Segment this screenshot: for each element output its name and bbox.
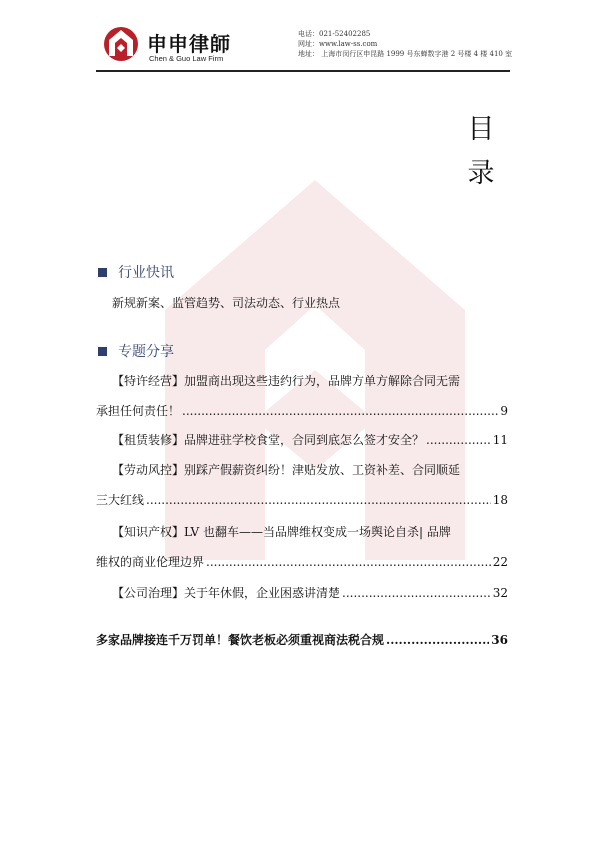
toc-page-number: 11 <box>492 433 508 447</box>
leader-dots <box>206 547 491 577</box>
firm-emblem-icon <box>103 24 139 64</box>
firm-logo <box>103 22 243 68</box>
toc-page-number: 9 <box>500 404 508 418</box>
leader-dots <box>146 485 491 515</box>
section-heading-industry-news: 行业快讯 <box>98 262 174 282</box>
leader-dots <box>182 396 498 426</box>
firm-name-en: Chen & Guo Law Firm <box>149 54 224 63</box>
toc-title <box>466 108 496 196</box>
toc-entry-text: 维权的商业伦理边界 <box>96 555 205 569</box>
square-bullet-icon <box>98 268 107 277</box>
section-heading-topics: 专题分享 <box>98 341 174 361</box>
toc-entry-text: 【租赁装修】品牌进驻学校食堂，合同到底怎么签才安全？ <box>112 433 425 447</box>
toc-entry-text: 承担任何责任！ <box>96 404 181 418</box>
toc-title-char: 录 <box>467 158 495 189</box>
toc-entry-featured[interactable] <box>96 625 508 655</box>
section-description: 新规新案、监管趋势、司法动态、行业热点 <box>112 296 341 310</box>
toc-entry-text: 三大红线 <box>96 493 145 507</box>
toc-page-number: 18 <box>492 493 508 507</box>
toc-entry[interactable] <box>96 455 508 515</box>
website-text: 网址：www.law-ss.com <box>298 40 378 48</box>
address-text: 地址： 上海市闵行区申昆路 1999 号东蝉数字港 2 号楼 4 楼 410 室 <box>298 50 513 58</box>
firm-name-cn: 申申律師 <box>147 32 231 56</box>
phone-text: 电话：021-52402285 <box>298 30 371 38</box>
toc-entry-text: 【公司治理】关于年休假，企业困惑讲清楚 <box>112 586 341 600</box>
leader-dots <box>342 578 491 608</box>
toc-entry-text: 多家品牌接连千万罚单！餐饮老板必须重视商法税合规 <box>96 633 385 647</box>
contact-info <box>298 29 512 59</box>
toc-entry-text: 【特许经营】加盟商出现这些违约行为，品牌方单方解除合同无需 <box>112 374 461 388</box>
header-divider <box>96 70 510 72</box>
toc-entry[interactable] <box>96 578 508 608</box>
toc-page-number: 36 <box>491 633 508 647</box>
leader-dots <box>426 425 491 455</box>
toc-entry[interactable] <box>96 366 508 426</box>
toc-page-number: 22 <box>492 555 508 569</box>
leader-dots <box>386 625 489 655</box>
toc-entry[interactable] <box>96 517 508 577</box>
toc-entry-text: 【劳动风控】别踩产假薪资纠纷！津贴发放、工资补差、合同顺延 <box>112 463 461 477</box>
toc-page-number: 32 <box>492 586 508 600</box>
square-bullet-icon <box>98 347 107 356</box>
toc-entry[interactable] <box>96 425 508 455</box>
toc-entry-text: 【知识产权】LV 也翻车——当品牌维权变成一场舆论自杀| 品牌 <box>112 525 451 539</box>
toc-title-char: 目 <box>467 114 495 145</box>
